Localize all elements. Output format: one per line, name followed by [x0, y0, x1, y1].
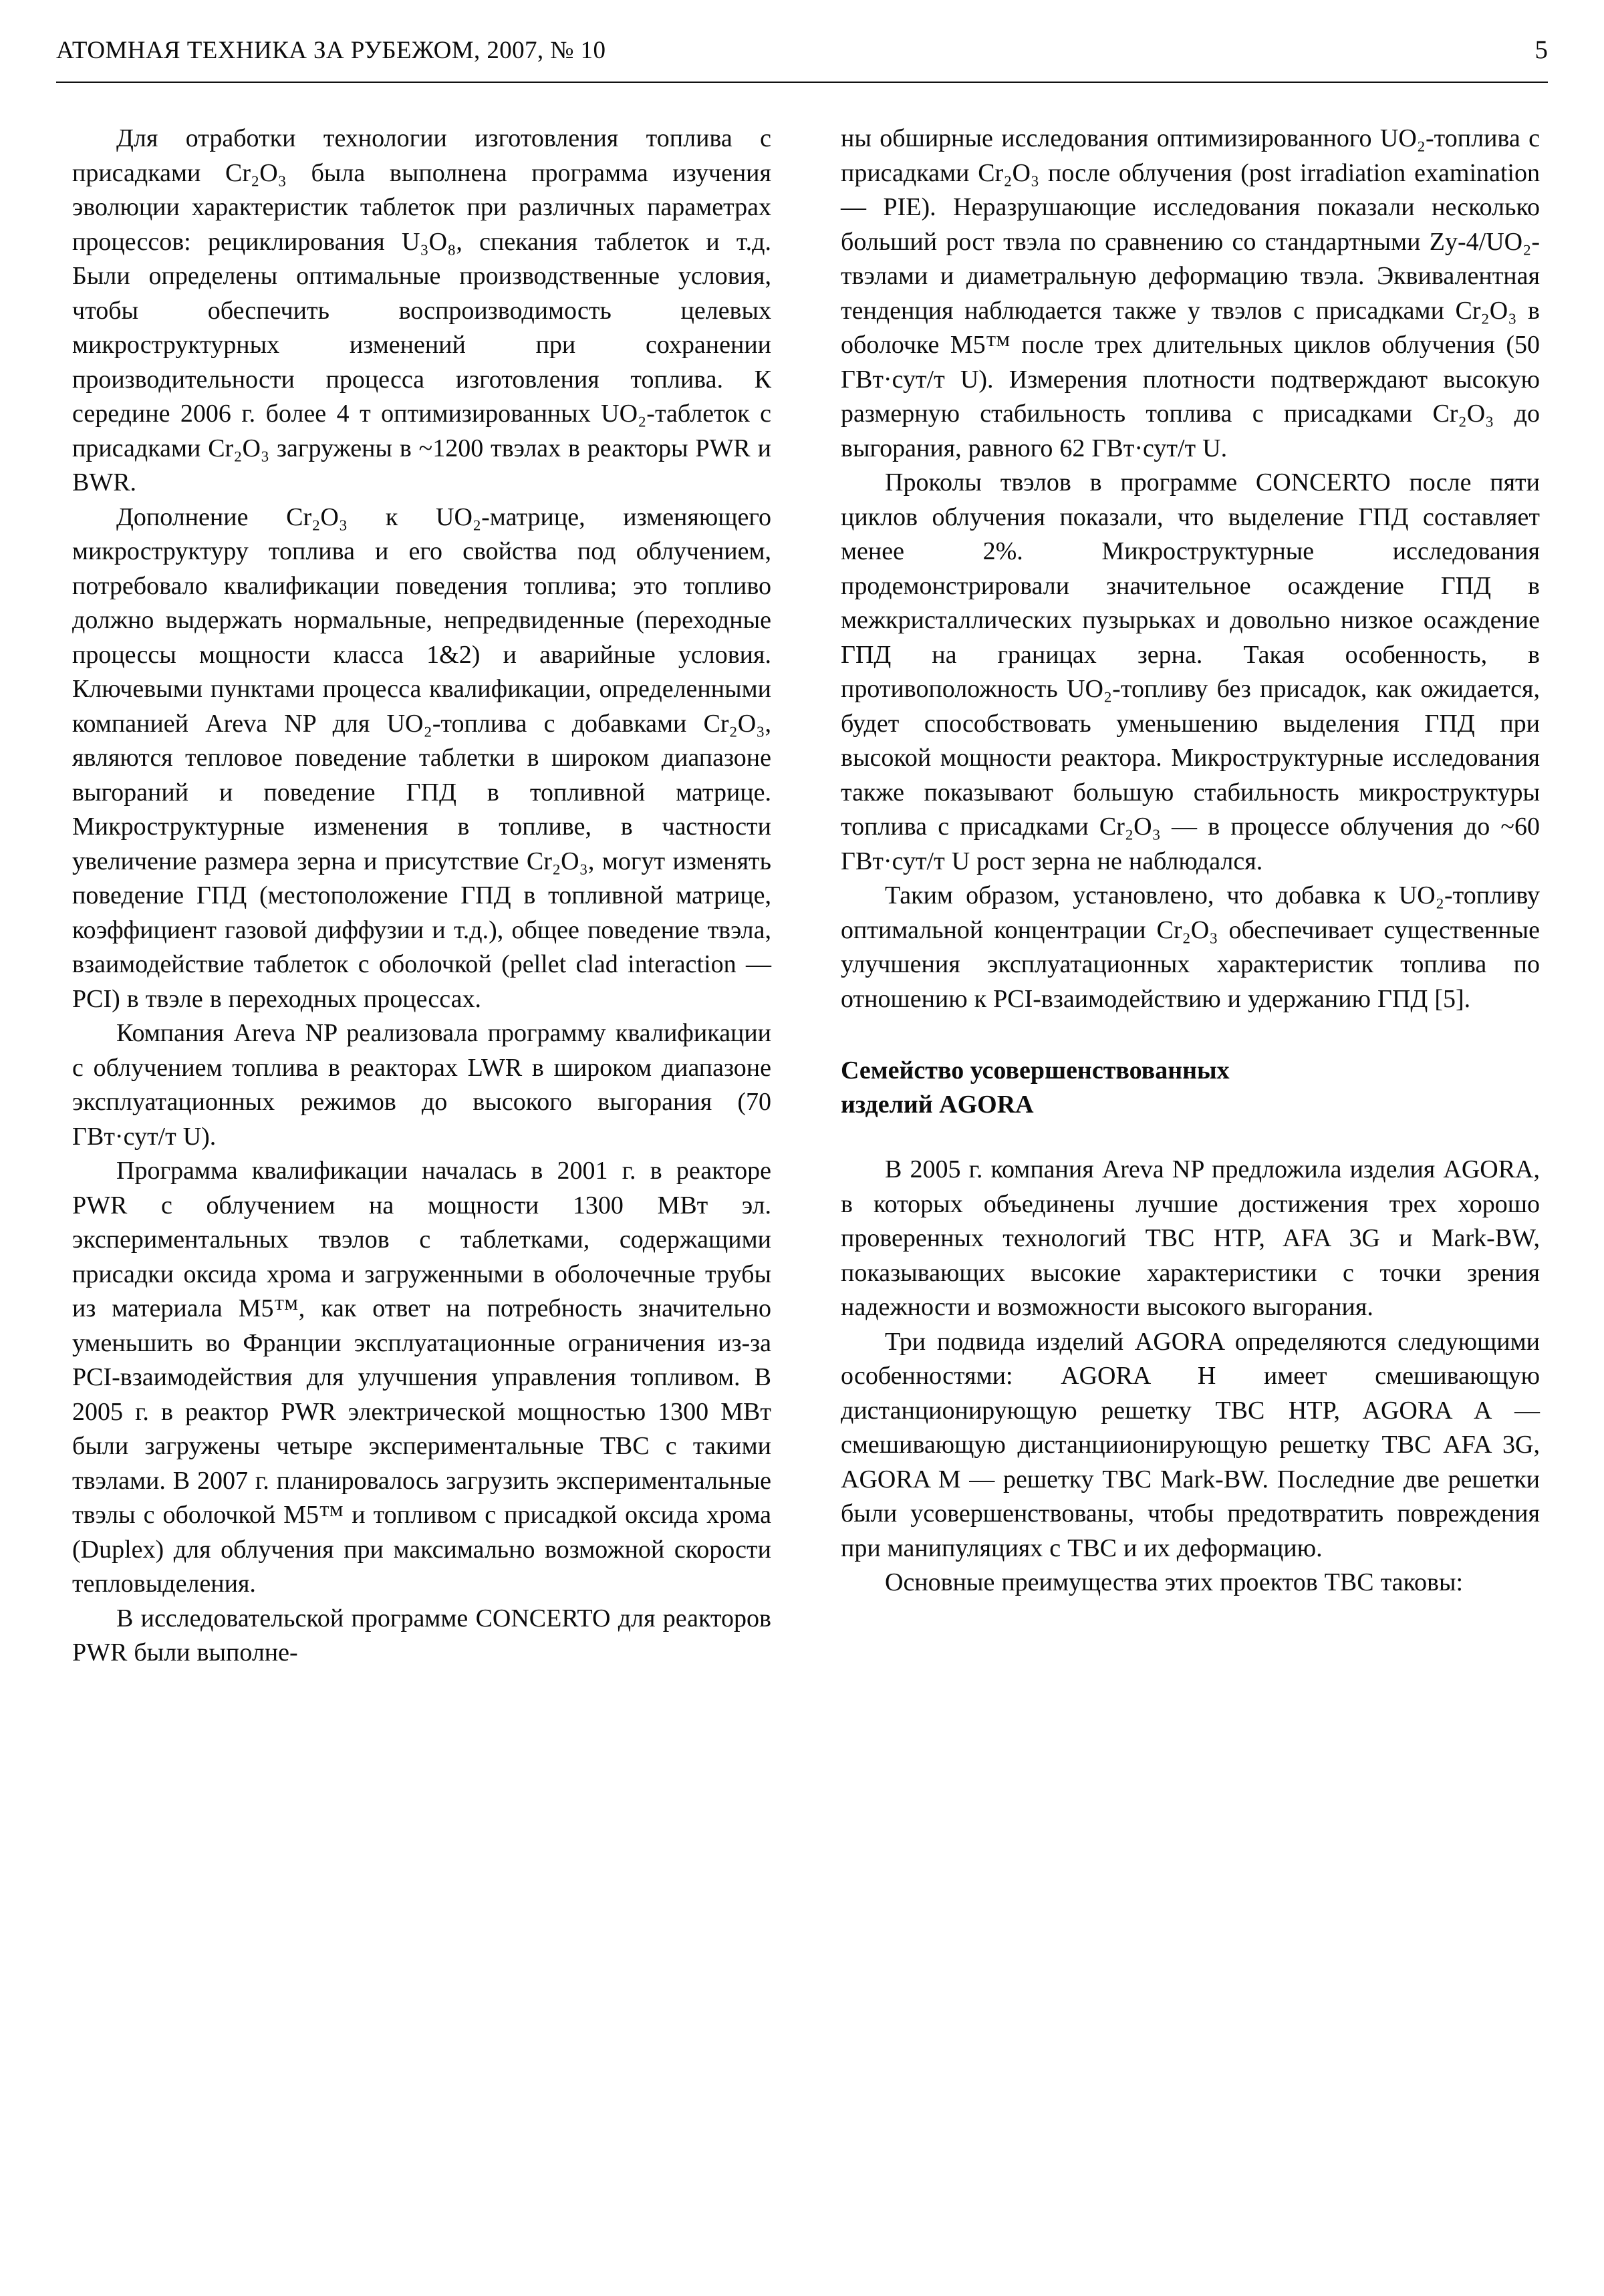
paragraph: Программа квалификации началась в 2001 г. в реакторе PWR с облучением на мощности 1300 МВт эл. экспериментальных твэлов с таблетками, содержащими присадки оксида хрома и загруженными в оболочечные трубы из материала М5™, как ответ на потребность значительно уменьшить во Франции эксплуатационные ограничения из-за PCI-взаимодействия для улучшения управления топливом. В 2005 г. в реактор PWR электрической мощностью 1300 МВт были загружены четыре экспериментальные ТВС с такими твэлами. В 2007 г. планировалось загрузить экспериментальные твэлы с оболочкой М5™ и топливом с присадкой оксида хрома (Duplex) для облучения при максимально возможной скорости тепловыделения. — [72, 1157, 771, 1598]
paragraph-continuation: ны обширные исследования оптимизированного UO₂-топлива с присадками Cr₂O₃ после облучения (post irradiation examination — PIE). Неразрушающие исследования показали несколько больший рост твэла по сравнению со стандартными Zy-4/UO₂-твэлами и диаметральную деформацию твэла. Эквивалентная тенденция наблюдается также у твэлов с присадками Cr₂O₃ в оболочке М5™ после трех длительных циклов облучения (50 ГВт·сут/т U). Измерения плотности подтверждают высокую размерную стабильность топлива с присадками Cr₂O₃ до выгорания, равного 62 ГВт·сут/т U. — [841, 124, 1540, 462]
page-header — [56, 35, 1548, 75]
paragraph: Основные преимущества этих проектов ТВС таковы: — [885, 1568, 1464, 1596]
journal-running-head: АТОМНАЯ ТЕХНИКА ЗА РУБЕЖОМ, 2007, № 10 — [56, 37, 606, 64]
paragraph: В 2005 г. компания Areva NP предложила изделия AGORA, в которых объединены лучшие достижения трех хорошо проверенных технологий ТВС HTP, AFA 3G и Mark-BW, показывающих высокие характеристики с точки зрения надежности и возможности высокого выгорания. — [841, 1155, 1540, 1321]
section-heading-line1: Семейство усовершенствованных — [841, 1056, 1230, 1085]
body-columns — [72, 122, 1540, 1671]
right-column — [841, 122, 1540, 1671]
paragraph: Таким образом, установлено, что добавка к UO₂-топливу оптимальной концентрации Cr₂O₃ обеспечивает существенные улучшения эксплуатационных характеристик топлива по отношению к PCI-взаимодействию и удержанию ГПД [5]. — [841, 881, 1540, 1013]
paragraph: Дополнение Cr₂O₃ к UO₂-матрице, изменяющего микроструктуру топлива и его свойства под облучением, потребовало квалификации поведения топлива; это топливо должно выдержать нормальные, непредвиденные (переходные процессы мощности класса 1&2) и аварийные условия. Ключевыми пунктами процесса квалификации, определенными компанией Areva NP для UO₂-топлива с добавками Cr₂O₃, являются тепловое поведение таблетки в широком диапазоне выгораний и поведение ГПД в топливной матрице. Микроструктурные изменения в топливе, в частности увеличение размера зерна и присутствие Cr₂O₃, могут изменять поведение ГПД (местоположение ГПД в топливной матрице, коэффициент газовой диффузии и т.д.), общее поведение твэла, взаимодействие таблеток с оболочкой (pellet clad interaction — PCI) в твэле в переходных процессах. — [72, 503, 771, 1013]
page-number: 5 — [1534, 35, 1548, 64]
paragraph: Проколы твэлов в программе CONCERTO после пяти циклов облучения показали, что выделение ГПД составляет менее 2%. Микроструктурные исследования продемонстрировали значительное осаждение ГПД в межкристаллических пузырьках и довольно низкое осаждение ГПД на границах зерна. Такая особенность, в противоположность UO₂-топливу без присадок, как ожидается, будет способствовать уменьшению выделения ГПД при высокой мощности реактора. Микроструктурные исследования также показывают большую стабильность микроструктуры топлива с присадками Cr₂O₃ — в процессе облучения до ~60 ГВт·сут/т U рост зерна не наблюдался. — [841, 468, 1540, 875]
paragraph: Три подвида изделий AGORA определяются следующими особенностями: AGORA H имеет смешивающую дистанционирующую решетку ТВС HTP, AGORA A — смешивающую дистанциионирующую решетку ТВС AFA 3G, AGORA M — решетку ТВС Mark-BW. Последние две решетки были усовершенствованы, чтобы предотвратить повреждения при манипуляциях с ТВС и их деформацию. — [841, 1327, 1540, 1562]
left-column — [72, 122, 771, 1671]
paragraph: Компания Areva NP реализовала программу квалификации с облучением топлива в реакторах LWR в широком диапазоне эксплуатационных режимов до высокого выгорания (70 ГВт·сут/т U). — [72, 1019, 771, 1151]
paragraph: В исследовательской программе CONCERTO для реакторов PWR были выполне- — [72, 1604, 771, 1667]
header-divider — [56, 82, 1548, 83]
paragraph: Для отработки технологии изготовления топлива с присадками Cr₂O₃ была выполнена программа изучения эволюции характеристик таблеток при различных параметрах процессов: рециклирования U₃O₈, спекания таблеток и т.д. Были определены оптимальные производственные условия, чтобы обеспечить воспроизводимость целевых микроструктурных изменений при сохранении производительности процесса изготовления топлива. К середине 2006 г. более 4 т оптимизированных UO₂-таблеток с присадками Cr₂O₃ загружены в ~1200 твэлах в реакторы PWR и BWR. — [72, 124, 771, 496]
section-heading-line2: изделий AGORA — [841, 1091, 1034, 1119]
section-heading — [841, 1054, 1540, 1122]
